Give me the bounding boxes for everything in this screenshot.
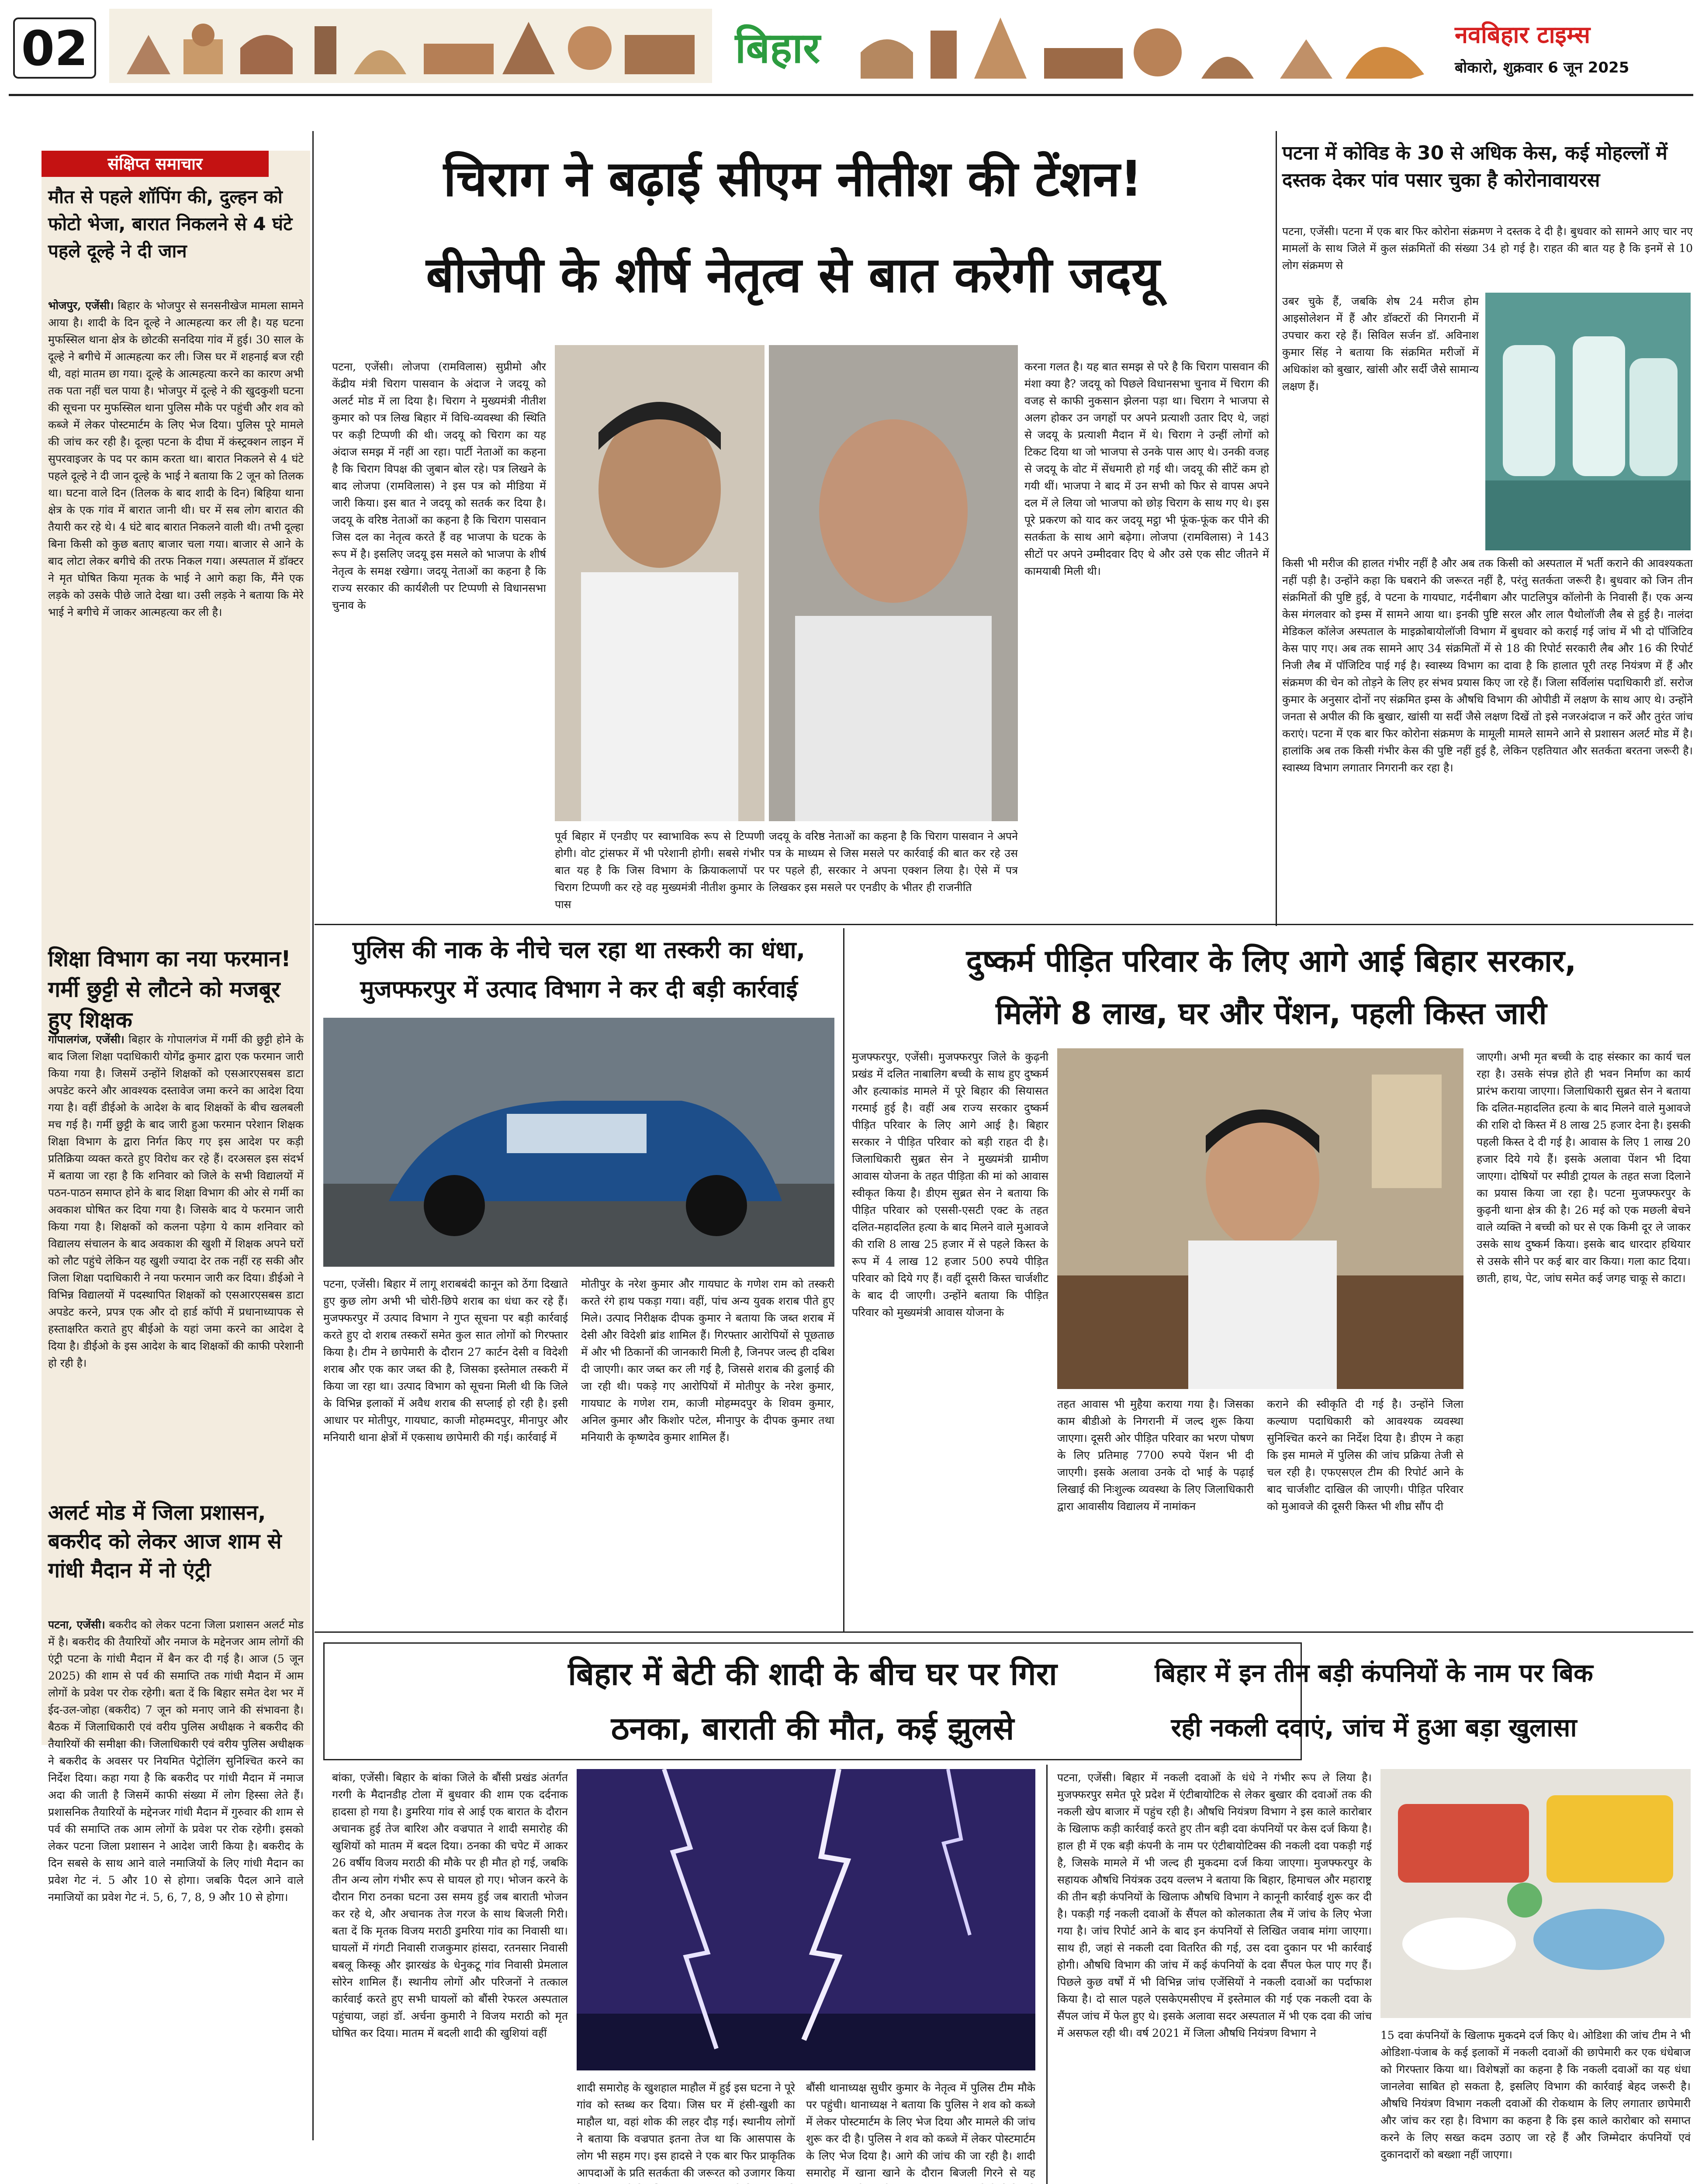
police-headline-line-2: मुजफ्फरपुर में उत्पाद विभाग ने कर दी बड़ी कार्रवाई <box>360 975 798 1003</box>
sidebar-story-1-body <box>48 297 304 930</box>
sidebar-story-3-body <box>48 1616 304 2162</box>
page-number: 02 <box>13 17 96 79</box>
covid-ward-photo <box>1485 293 1691 550</box>
sidebar-divider <box>312 131 314 2140</box>
covid-body-side: उबर चुके हैं, जबकि शेष 24 मरीज होम आइसोलेशन में हैं और डॉक्टरों की निगरानी में उपचार करा रहे हैं। सिविल सर्जन डॉ. अविनाश कुमार सिंह ने बताया कि संक्रमित मरीजों में अधिकांश को बुखार, खांसी और सर्दी जैसे सामान्य लक्षण हैं। <box>1282 295 1479 393</box>
medicine-story-col-1: पटना, एजेंसी। बिहार में नकली दवाओं के धंधे ने गंभीर रूप ले लिया है। मुजफ्फरपुर समेत पूरे प्रदेश में एंटीबायोटिक से लेकर बुखार की दवाओं तक की नकली खेप बाजार में पहुंच रही है। औषधि नियंत्रण विभाग ने इस काले कारोबार के खिलाफ कड़ी कार्रवाई करते हुए तीन बड़ी दवा कंपनियों पर केस दर्ज किया है। हाल ही में एक बड़ी कंपनी के नाम पर एंटीबायोटिक्स की नकली दवा पकड़ी गई है, जिसके मामले में भी जल्द ही मुकदमा दर्ज किया जाएगा। मुजफ्फरपुर के सहायक औषधि नियंत्रक उदय वल्लभ ने बताया कि बिहार, हिमाचल और महाराष्ट्र की तीन बड़ी कंपनियों के खिलाफ औषधि विभाग ने कानूनी कार्रवाई शुरू कर दी है। पकड़ी गई नकली दवाओं के सैंपल को कोलकाता लैब में जांच के लिए भेजा गया है। जांच रिपोर्ट आने के बाद इन कंपनियों से लिखित जवाब मांगा जाएगा। साथ ही, जहां से नकली दवा वितरित की गई, उस दवा दुकान पर भी कार्रवाई होगी। औषधि विभाग की जांच में कई कंपनियों के दवा सैंपल फेल पाए गए हैं। पिछले कुछ वर्षों में भी विभिन्न जांच एजेंसियों ने नकली दवाओं का पर्दाफाश किया है। दो साल पहले एसकेएमसीएच में इस्तेमाल की गई एक नकली दवा के सैंपल जांच में फेल हुए थे। इसके अलावा सदर अस्पताल में भी एक दवा की जांच में असफल रही थी। वर्ष 2021 में जिला औषधि नियंत्रण विभाग ने <box>1057 1771 1372 2039</box>
medicine-photo-caption: 15 दवा कंपनियों के खिलाफ मुकदमे दर्ज किए थे। ओडिशा की जांच टीम ने भी ओडिशा-पंजाब के कई इलाकों में नकली दवाओं की छापेमारी कर एक धंधेबाज को गिरफ्तार किया था। विशेषज्ञों का कहना है कि नकली दवाओं का यह धंधा जानलेवा साबित हो सकता है, इसलिए विभाग की कार्रवाई बेहद जरूरी है। औषधि नियंत्रण विभाग नकली दवाओं की रोकथाम के लिए लगातार छापेमारी और जांच कर रहा है। विभाग का कहना है कि इस काले कारोबार को समाप्त करने के लिए सख्त कदम उठाए जा रहे हैं और जिम्मेदार कंपनियों एवं दुकानदारों को बख्शा नहीं जाएगा। <box>1380 2029 1691 2161</box>
dm-subrat-sen-photo <box>1057 1048 1463 1389</box>
sidebar-story-2-body <box>48 1031 304 1489</box>
sidebar-story-1-text: बिहार के भोजपुर से सनसनीखेज मामला सामने आया है। शादी के दिन दूल्हे ने आत्महत्या कर ली है। यह घटना मुफस्सिल थाना क्षेत्र के छोटकी सनदिया गांव में हुई। 30 साल के दूल्हे ने बगीचे में आत्महत्या कर ली। जिस घर में शहनाई बज रही थी, वहां मातम छा गया। दूल्हे के आत्महत्या करने का कारण अभी तक पता नहीं चल पाया है। भोजपुर में दूल्हे ने की खुदकुशी घटना की सूचना पर मुफस्सिल थाना पुलिस मौके पर पहुंची और शव को कब्जे में लेकर पोस्टमार्टम के लिए भेज दिया। पुलिस पूरे मामले की जांच कर रही है। दूल्हा पटना के दीघा में कंस्ट्रक्शन लाइन में सुपरवाइजर के पद पर काम करता था। बारात निकलने से 4 घंटे पहले दूल्हे ने दी जान दूल्हे के भाई ने बताया कि 2 जून को तिलक था। घटना वाले दिन (तिलक के बाद शादी के दिन) बिहिया थाना क्षेत्र के एक गांव में बारात जानी थी। घर में सब लोग बारात की तैयारी कर रहे थे। 4 घंटे बाद बारात निकलने वाली थी। तभी दूल्हा बिना किसी को कुछ बताए बाजार चला गया। बाजार से आने के बाद लोटा लेकर बगीचे की तरफ निकल गया। अस्पताल में डॉक्टर ने मृत घोषित किया मृतक के भाई ने आगे कहा कि, मैंने एक लड़के को उसके पीछे जाते देखा था। उसी लड़के ने बताया कि मेरे भाई ने बगीचे में जाकर आत्महत्या कर ली है। <box>48 299 304 619</box>
sidebar-story-3-headline: अलर्ट मोड में जिला प्रशासन, बकरीद को लेकर आज शाम से गांधी मैदान में नो एंट्री <box>48 1500 282 1583</box>
police-story-col-1: पटना, एजेंसी। बिहार में लागू शराबबंदी कानून को ठेंगा दिखाते हुए कुछ लोग अभी भी चोरी-छिपे शराब का धंधा कर रहे हैं। मुजफ्फरपुर में उत्पाद विभाग ने गुप्त सूचना पर बड़ी कार्रवाई करते हुए दो शराब तस्करों समेत कुल सात लोगों को गिरफ्तार किया है। टीम ने छापेमारी के दौरान 27 कार्टन देसी व विदेशी शराब और एक कार जब्त की है, जिसका इस्तेमाल तस्करी में किया जा रहा था। उत्पाद विभाग को सूचना मिली थी कि जिले के विभिन्न इलाकों में अवैध शराब की सप्लाई हो रही है। इसी आधार पर मोतीपुर, गायघाट, काजी मोहम्मदपुर, मीनापुर और मनियारी थाना क्षेत्रों में एकसाथ छापेमारी की गई। कार्रवाई में <box>323 1278 568 1444</box>
middle-band-divider <box>315 1631 1693 1633</box>
rape-story-col-3: कराने की स्वीकृति दी गई है। उन्होंने जिला कल्याण पदाधिकारी को आवश्यक व्यवस्था सुनिश्चित करने का निर्देश दिया है। डीएम ने कहा कि इस मामले में पुलिस की जांच प्रक्रिया तेजी से चल रही है। एफएसएल टीम की रिपोर्ट आने के बाद चार्जशीट दाखिल की जाएगी। पीड़ित परिवार को मुआवजे की दूसरी किस्त भी शीघ्र सौंप दी <box>1267 1398 1463 1513</box>
dateline: बोकारो, शुक्रवार 6 जून 2025 <box>1455 59 1629 76</box>
seized-car-photo <box>323 1018 834 1267</box>
covid-body-top: पटना, एजेंसी। पटना में एक बार फिर कोरोना संक्रमण ने दस्तक दे दी है। बुधवार को सामने आए चार नए मामलों के साथ जिले में कुल संक्रमितों की संख्या 34 हो गई है। राहत की बात यह है कि इनमें से 10 लोग संक्रमण से <box>1282 225 1693 272</box>
police-rape-divider <box>843 928 844 1631</box>
chirag-paswan-photo <box>555 345 765 821</box>
sidebar-story-2-headline: शिक्षा विभाग का नया फरमान! गर्मी छुट्टी से लौटने को मजबूर हुए शिक्षक <box>48 946 291 1033</box>
lightning-medicine-divider <box>1046 1765 1048 2184</box>
landmark-illustration-left <box>109 9 712 83</box>
rape-story-col-1: मुजफ्फरपुर, एजेंसी। मुजफ्फरपुर जिले के कुढ़नी प्रखंड में दलित नाबालिग बच्ची के साथ हुए दुष्कर्म और हत्याकांड मामले में पूरे बिहार की सियासत गरमाई हुई है। वहीं अब राज्य सरकार दुष्कर्म पीड़ित परिवार के लिए आगे आई है। बिहार सरकार ने पीड़ित परिवार को बड़ी राहत दी है। जिलाधिकारी सुब्रत सेन ने मुख्यमंत्री ग्रामीण आवास योजना के तहत पीड़िता की मां को आवास स्वीकृत किया है। डीएम सुब्रत सेन ने बताया कि पीड़ित परिवार को एससी-एसटी एक्ट के तहत दलित-महादलित हत्या के बाद मिलने वाले मुआवजे की राशि 8 लाख 25 हजार में से पहले किस्त के रूप में 4 लाख 12 हजार 500 रुपये पीड़ित परिवार को दिये गए हैं। वहीं दूसरी किस्त चार्जशीट के बाद दी जाएगी। उन्होंने बताया कि पीड़ित परिवार को मुख्यमंत्री आवास योजना के <box>852 1051 1048 1319</box>
landmark-illustration-right <box>843 9 1446 83</box>
sidebar-story-3-text: बकरीद को लेकर पटना जिला प्रशासन अलर्ट मोड में है। बकरीद की तैयारियों और नमाज के मद्देनजर आम लोगों की एंट्री पटना के गांधी मैदान में बैन कर दी गई है। आज (5 जून 2025) की शाम से पर्व की समाप्ति तक गांधी मैदान में आम लोगों के प्रवेश पर रोक रहेगी। बता दें कि बिहार समेत देश भर में ईद-उल-जोहा (बकरीद) 7 जून को मनाए जाने की संभावना है। बैठक में जिलाधिकारी एवं वरीय पुलिस अधीक्षक ने बकरीद की तैयारियों की समीक्षा की। जिलाधिकारी एवं वरीय पुलिस अधीक्षक ने बकरीद के अवसर पर नियमित पेट्रोलिंग सुनिश्चित करने का निर्देश दिया। कहा गया है कि बकरीद पर गांधी मैदान में नमाज अदा की जाती है जिसमें काफी संख्या में लोग हिस्सा लेते हैं। प्रशासनिक तैयारियों के मद्देनजर गांधी मैदान में गुरुवार की शाम से पर्व की समाप्ति तक आम लोगों के प्रवेश पर रोक रहेगी। इसको लेकर पटना जिला प्रशासन ने आदेश जारी किया है। बकरीद के दिन सबसे के साथ आने वाले नमाजियों के लिए गांधी मैदान का प्रवेश गेट नं. 5 और 10 से होगा। जबकि पैदल आने वाले नमाजियों का प्रवेश गेट नं. 5, 6, 7, 8, 9 और 10 से होगा। <box>48 1618 304 1904</box>
section-title: बिहार <box>735 24 820 73</box>
nitish-kumar-photo <box>769 345 1018 821</box>
lead-headline-line-2: बीजेपी के शीर्ष नेतृत्व से बात करेगी जदयू <box>426 247 1160 304</box>
rape-story-col-4: जाएगी। अभी मृत बच्ची के दाह संस्कार का कार्य चल रहा है। उसके संपन्न होते ही भवन निर्माण का कार्य प्रारंभ कराया जाएगा। जिलाधिकारी सुब्रत सेन ने बताया कि दलित-महादलित हत्या के बाद मिलने वाले मुआवजे की राशि दो किस्त में 8 लाख 25 हजार देना है। इसकी पहली किस्त दे दी गई है। आवास के लिए 1 लाख 20 हजार दिये गये हैं। इसके अलावा पेंशन भी दिया जाएगा। दोषियों पर स्पीडी ट्रायल के तहत सजा दिलाने का प्रयास किया जा रहा है। पटना मुजफ्फरपुर के कुढ़नी थाना क्षेत्र की है। 26 मई को एक मछली बेचने वाले व्यक्ति ने बच्ची को घर से एक किमी दूर ले जाकर उसके साथ दुष्कर्म किया। इसके बाद धारदार हथियार से उसके सीने पर कई बार वार किया। गला काट दिया। छाती, हाथ, पेट, जांघ समेत कई जगह चाकू से काटा। <box>1477 1051 1691 1285</box>
police-story-col-2: मोतीपुर के नरेश कुमार और गायघाट के गणेश राम को तस्करी करते रंगे हाथ पकड़ा गया। वहीं, पांच अन्य युवक शराब पीते हुए मिले। उत्पाद निरीक्षक दीपक कुमार ने बताया कि जब्त शराब में देसी और विदेशी ब्रांड शामिल हैं। गिरफ्तार आरोपियों से पूछताछ में और भी ठिकानों की जानकारी मिली है, जिनपर जल्द ही दबिश दी जाएगी। कार जब्त कर ली गई है, जिससे शराब की ढुलाई की जा रही थी। पकड़े गए आरोपियों में मोतीपुर के नरेश कुमार, गायघाट के गणेश राम, काजी मोहम्मदपुर के शिवम कुमार, अनिल कुमार और किशोर पटेल, मीनापुर के दीपक कुमार तथा मनियारी के कृष्णदेव कुमार शामिल हैं। <box>581 1278 834 1444</box>
masthead: नवबिहार टाइम्स <box>1455 21 1591 48</box>
rape-headline-line-1: दुष्कर्म पीड़ित परिवार के लिए आगे आई बिहार सरकार, <box>966 943 1577 979</box>
medicine-headline-line-1: बिहार में इन तीन बड़ी कंपनियों के नाम पर बिक <box>1155 1658 1593 1688</box>
sidebar-story-3-dateline: पटना, एजेंसी। <box>48 1618 105 1631</box>
lead-story-col-1: पटना, एजेंसी। लोजपा (रामविलास) सुप्रीमो और केंद्रीय मंत्री चिराग पासवान के अंदाज ने जदयू को अलर्ट मोड में ला दिया है। चिराग ने मुख्यमंत्री नीतीश कुमार को पत्र लिख बिहार में विधि-व्यवस्था की स्थिति पर कड़ी टिप्पणी की थी। जदयू को चिराग का यह अंदाज समझ में नहीं आ रहा। पार्टी नेताओं का कहना है कि चिराग विपक्ष की जुबान बोल रहे। पत्र लिखने के बाद लोजपा (रामविलास) ने इस पत्र को मीडिया में जारी किया। इस बात ने जदयू को सतर्क कर दिया है। जदयू के वरिष्ठ नेताओं का कहना है कि चिराग पासवान जिस दल का नेतृत्व करते हैं वह भाजपा के घटक के रूप में है। इसलिए जदयू इस मसले को भाजपा के शीर्ष नेतृत्व के समक्ष रखेगा। जदयू नेताओं का कहना है कि राज्य सरकार की कार्यशैली पर टिप्पणी से विधानसभा चुनाव के <box>332 360 546 612</box>
lead-story-col-4: करना गलत है। यह बात समझ से परे है कि चिराग पासवान की मंशा क्या है? जदयू को पिछले विधानसभा चुनाव में चिराग की वजह से काफी नुकसान झेलना पड़ा था। चिराग ने भाजपा से अलग होकर उन जगहों पर अपने प्रत्याशी उतार दिए थे, जहां से जदयू के प्रत्याशी मैदान में थे। चिराग ने उन्हीं लोगों को टिकट दिया था जो भाजपा से उनके पास आए थे। उनकी वजह से जदयू के वोट में सेंधमारी हो गई थी। जदयू की सीटें कम हो गयी थीं। भाजपा ने बाद में उन सभी को फिर से वापस अपने दल में ले लिया जो भाजपा को छोड़ चिराग के साथ गए थे। इस पूरे प्रकरण को याद कर जदयू मट्ठा भी फूंक-फूंक कर पीने की सतर्कता के साथ आगे बढ़ेगा। लोजपा (रामविलास) ने 143 सीटों पर अपने उम्मीदवार दिए थे और उसे एक सीट जीतने में कामयाबी मिली थी। <box>1024 360 1269 577</box>
header-bar <box>0 0 1702 94</box>
lightning-headline-line-2: ठनका, बाराती की मौत, कई झुलसे <box>611 1710 1014 1747</box>
covid-headline: पटना में कोविड के 30 से अधिक केस, कई मोहल्लों में दस्तक देकर पांव पसार चुका है कोरोनावायरस <box>1282 142 1667 191</box>
sidebar-story-1-dateline: भोजपुर, एजेंसी। <box>48 299 114 312</box>
lead-story-col-3: जदयू के वरिष्ठ नेताओं का कहना है कि चिराग पासवान ने अपने पत्र के माध्यम से जिस मसले पर कार्रवाई की बात कर रहे उस पर पहले ही, सरकार ने अपना एक्शन लिया है। ऐसे में पत्र लिखकर इस मसले पर एनडीए के भीतर ही राजनीति <box>769 830 1018 894</box>
header-divider <box>9 94 1693 96</box>
lightning-story-col-3: बौंसी थानाध्यक्ष सुधीर कुमार के नेतृत्व में पुलिस टीम मौके पर पहुंची। थानाध्यक्ष ने बताया कि पुलिस ने शव को कब्जे में लेकर पोस्टमार्टम के लिए भेज दिया और मामले की जांच शुरू कर दी है। पुलिस ने शव को कब्जे में लेकर पोस्टमार्टम के लिए भेज दिया है। आगे की जांच की जा रही है। शादी समारोह में खाना खाने के दौरान बिजली गिरने से यह <box>806 2081 1035 2179</box>
rape-story-col-2: तहत आवास भी मुहैया कराया गया है। जिसका काम बीडीओ के निगरानी में जल्द शुरू किया जाएगा। दूसरी ओर पीड़ित परिवार का भरण पोषण के लिए प्रतिमाह 7700 रुपये पेंशन भी दी जाएगी। इसके अलावा उनके दो भाई के पढ़ाई लिखाई की निःशुल्क व्यवस्था के लिए जिलाधिकारी द्वारा आवासीय विद्यालय में नामांकन <box>1057 1398 1254 1513</box>
lightning-story-col-2: शादी समारोह के खुशहाल माहौल में हुई इस घटना ने पूरे गांव को स्तब्ध कर दिया। जिस घर में हंसी-खुशी का माहौल था, वहां शोक की लहर दौड़ गई। स्थानीय लोगों ने बताया कि वज्रपात इतना तेज था कि आसपास के लोग भी सहम गए। इस हादसे ने एक बार फिर प्राकृतिक आपदाओं के प्रति सतर्कता की जरूरत को उजागर किया <box>577 2081 795 2179</box>
lightning-photo <box>577 1769 1035 2070</box>
lightning-story-col-1: बांका, एजेंसी। बिहार के बांका जिले के बौंसी प्रखंड अंतर्गत गरगी के मैदानडीह टोला में बुधवार की शाम एक दर्दनाक हादसा हो गया है। डुमरिया गांव से आई एक बारात के दौरान अचानक हुई तेज बारिश और वज्रपात ने शादी समारोह की खुशियों को मातम में बदल दिया। ठनका की चपेट में आकर 26 वर्षीय विजय मराठी की मौके पर ही मौत हो गई, जबकि तीन अन्य लोग गंभीर रूप से घायल हो गए। भोजन करने के दौरान गिरा ठनका घटना उस समय हुई जब बाराती भोजन कर रहे थे, और अचानक तेज गरज के साथ बिजली गिरी। बता दें कि मृतक विजय मराठी डुमरिया गांव का निवासी था। घायलों में गंगटी निवासी राजकुमार हांसदा, रतनसार निवासी बबलू किस्कू और झारखंड के धेनुकटू गांव निवासी प्रेमलाल सोरेन शामिल हैं। स्थानीय लोगों और परिजनों ने तत्काल कार्रवाई करते हुए सभी घायलों को बौंसी रेफरल अस्पताल पहुंचाया, जहां डॉ. अर्चना कुमारी ने विजय मराठी को मृत घोषित कर दिया। मातम में बदली शादी की खुशियां वहीं <box>332 1771 568 2039</box>
sidebar-story-1-headline: मौत से पहले शॉपिंग की, दुल्हन को फोटो भेजा, बारात निकलने से 4 घंटे पहले दूल्हे ने दी जान <box>48 186 293 262</box>
sidebar-label: संक्षिप्त समाचार <box>42 151 269 177</box>
covid-body-bottom: किसी भी मरीज की हालत गंभीर नहीं है और अब तक किसी को अस्पताल में भर्ती कराने की आवश्यकता नहीं पड़ी है। उन्होंने कहा कि घबराने की जरूरत नहीं है, परंतु सतर्कता जरूरी है। बुधवार को जिन तीन संक्रमितों की पुष्टि हुई, वे पटना के गायघाट, गर्दनीबाग और पाटलिपुत्र कॉलोनी के निवासी हैं। एक अन्य केस मंगलवार को इम्स में सामने आया था। इनकी पुष्टि सरल और लाल पैथोलॉजी लैब से हुई है। नालंदा मेडिकल कॉलेज अस्पताल के माइक्रोबायोलॉजी विभाग में बुधवार को कराई गई जांच में भी दो पॉजिटिव केस पाए गए। अब तक सामने आए 34 संक्रमितों में से 18 की रिपोर्ट सरकारी लैब और 16 की रिपोर्ट निजी लैब में पॉजिटिव पाई गई है। स्वास्थ्य विभाग का दावा है कि हालात पूरी तरह नियंत्रण में हैं और संक्रमण की चेन को तोड़ने के लिए हर संभव प्रयास किए जा रहे हैं। जिला सर्विलांस पदाधिकारी डॉ. सरोज कुमार के अनुसार दोनों नए संक्रमित इम्स के औषधि विभाग की ओपीडी में लक्षण के साथ आए थे। उन्होंने जनता से अपील की कि बुखार, खांसी या सर्दी जैसे लक्षण दिखें तो इसे नजरअंदाज न करें और तुरंत जांच कराएं। पटना में एक बार फिर कोरोना संक्रमण के मामूली मामले सामने आने से प्रशासन अलर्ट मोड में है। हालांकि अब तक किसी गंभीर केस की पुष्टि नहीं हुई है, लेकिन एहतियात और सतर्कता बरतना जरूरी है। स्वास्थ्य विभाग लगातार निगरानी कर रहा है। <box>1282 557 1693 774</box>
rape-headline-line-2: मिलेंगे 8 लाख, घर और पेंशन, पहली किस्त जारी <box>996 995 1547 1031</box>
medicine-pills-photo <box>1380 1769 1691 2018</box>
police-headline-line-1: पुलिस की नाक के नीचे चल रहा था तस्करी का धंधा, <box>352 936 806 964</box>
lead-covid-divider <box>1276 131 1277 926</box>
sidebar-story-2-text: बिहार के गोपालगंज में गर्मी की छुट्टी होने के बाद जिला शिक्षा पदाधिकारी योगेंद्र कुमार द्वारा एक फरमान जारी किया गया है। जिसमें उन्होंने शिक्षकों को एसआरएसबस डाटा अपडेट करने और आवश्यक दस्तावेज जमा करने का आदेश दिया गया है। वहीं डीईओ के आदेश के बाद शिक्षकों के बीच खलबली मच गई है। गर्मी छुट्टी के बाद जारी हुआ फरमान परेशान शिक्षक शिक्षा विभाग के द्वारा निर्गत किए गए इस आदेश पर कड़ी प्रतिक्रिया व्यक्त करते हुए विरोध कर रहे हैं। दरअसल इस संदर्भ में बताया जा रहा है कि शनिवार को जिले के सभी विद्यालयों में पठन-पाठन समाप्त होने के बाद शिक्षा विभाग की ओर से गर्मी का अवकाश घोषित कर दिया गया है। जिसके बाद ये फरमान जारी किया गया है। शिक्षकों को कलना पड़ेगा ये काम शनिवार को विद्यालय संचालन के बाद अवकाश की खुशी में शिक्षक अपने घरों को लौट पहुंचे लेकिन यह खुशी ज्यादा देर तक नहीं रह सकी और जिला शिक्षा पदाधिकारी ने नया फरमान जारी कर दिया। डीईओ ने विभिन्न विद्यालयों में पदस्थापित शिक्षकों को एसआरएसबस डाटा अपडेट करने, प्रपत्र एक और दो हार्ड कॉपी में प्रधानाध्यापक से हस्ताक्षरित कराते हुए बीईओ के यहां जमा करने का आदेश दे दिया है। डीईओ के इस आदेश के बाद शिक्षकों की काफी परेशानी हो रही है। <box>48 1033 304 1369</box>
top-band-divider <box>315 924 1693 925</box>
medicine-headline-line-2: रही नकली दवाएं, जांच में हुआ बड़ा खुलासा <box>1171 1713 1577 1742</box>
lightning-headline-line-1: बिहार में बेटी की शादी के बीच घर पर गिरा <box>568 1655 1057 1692</box>
lead-story-col-2: पूर्व बिहार में एनडीए पर स्वाभाविक रूप से टिप्पणी होगी। वोट ट्रांसफर में भी परेशानी होगी। सबसे गंभीर बात यह है कि जिस विभाग के क्रियाकलापों पर चिराग टिप्पणी कर रहे वह मुख्यमंत्री नीतीश कुमार के पास <box>555 830 765 911</box>
lead-headline-line-1: चिराग ने बढ़ाई सीएम नीतीश की टेंशन! <box>443 151 1142 207</box>
sidebar-story-2-dateline: गोपालगंज, एजेंसी। <box>48 1033 125 1046</box>
